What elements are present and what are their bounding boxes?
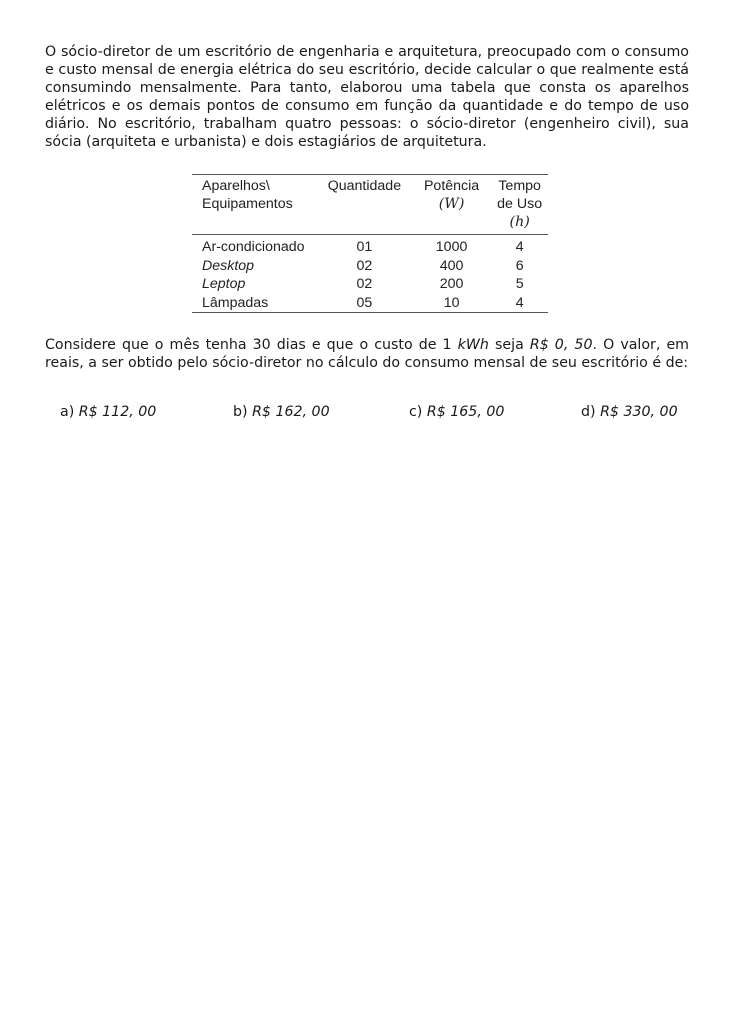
header-usage-unit: (h) [509, 214, 530, 230]
cell-power: 200 [439, 276, 464, 292]
question-text-2: seja [488, 337, 530, 353]
option-letter: a) [60, 404, 75, 420]
question-price: R$ 0, 50 [529, 337, 593, 353]
cell-power: 10 [443, 294, 460, 311]
cell-item: Desktop [202, 257, 255, 274]
header-equipment-line2: Equipamentos [202, 196, 293, 212]
cell-item: Leptop [202, 276, 246, 292]
option-letter: b) [233, 404, 248, 420]
option-b[interactable] [233, 402, 330, 422]
header-quantity: Quantidade [327, 178, 402, 194]
intro-paragraph: O sócio-diretor de um escritório de engenharia e arquitetura, preocupado com o consumo e custo mensal de energia elétrica do seu escritório, decide calcular o que realmente está consumindo mensalmente. Para tanto, elaborou uma tabela que consta os aparelhos elétricos e os demais pontos de consumo em função da quantidade e do tempo de uso diário. No escritório, trabalham quatro pessoas: o sócio-diretor (engenheiro civil), sua sócia (arquiteta e urbanista) e dois estagiários de arquitetura. [45, 44, 689, 150]
cell-power: 1000 [435, 239, 468, 255]
option-d[interactable] [581, 402, 678, 422]
cell-power: 400 [439, 257, 464, 274]
header-usage-time [491, 175, 548, 235]
option-value: R$ 330, 00 [600, 404, 678, 420]
option-c[interactable] [409, 402, 504, 422]
option-value: R$ 112, 00 [78, 404, 157, 420]
header-usage-line1: Tempo [498, 178, 541, 194]
header-usage-line2: de Uso [497, 196, 543, 212]
option-letter: c) [409, 404, 423, 420]
table-row [192, 275, 548, 294]
option-a[interactable] [60, 402, 156, 422]
cell-hours: 5 [515, 276, 524, 292]
table-header-row [192, 175, 548, 235]
option-value: R$ 165, 00 [426, 404, 505, 420]
header-equipment [192, 175, 317, 235]
cell-quantity: 01 [356, 239, 373, 255]
cell-quantity: 05 [356, 294, 373, 311]
cell-hours: 4 [515, 294, 524, 311]
header-power-label: Potência [423, 178, 480, 194]
consumption-table [192, 174, 548, 313]
cell-item: Lâmpadas [202, 294, 269, 311]
header-power-unit: (W) [438, 196, 465, 212]
header-equipment-line1: Aparelhos\ [202, 178, 270, 194]
question-text-1: Considere que o mês tenha 30 dias e que o custo de 1 [45, 337, 458, 353]
question-text-3: . O valor, em reais, a ser obtido pelo sócio-diretor no cálculo do consumo mensal de seu escritório é de: [45, 337, 690, 371]
cell-quantity: 02 [356, 257, 373, 274]
cell-quantity: 02 [356, 276, 373, 292]
answer-options [60, 402, 700, 424]
table-row [192, 257, 548, 276]
cell-hours: 4 [515, 239, 524, 255]
table-row [192, 294, 548, 313]
table-row [192, 235, 548, 257]
cell-item: Ar-condicionado [202, 239, 305, 255]
question-unit: kWh [457, 337, 489, 353]
question-paragraph [45, 336, 689, 372]
header-power [412, 175, 491, 235]
option-letter: d) [581, 404, 596, 420]
cell-hours: 6 [515, 257, 524, 274]
option-value: R$ 162, 00 [252, 404, 330, 420]
